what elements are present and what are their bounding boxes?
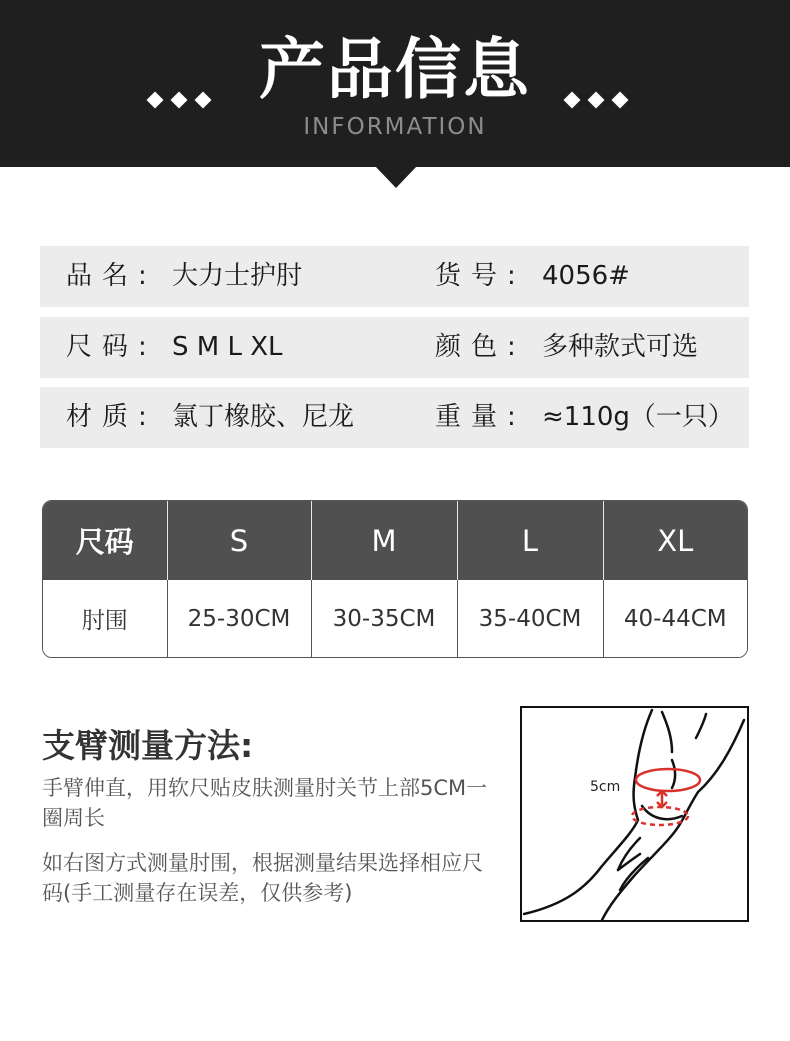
table-header-cell: XL (603, 501, 747, 580)
table-header-cell: L (457, 501, 603, 580)
diamond-icon (564, 92, 581, 109)
page-title: 产品信息 (259, 31, 531, 108)
table-cell: 30-35CM (311, 580, 457, 657)
info-row-size (40, 317, 749, 378)
diagram-label: 5cm (590, 779, 621, 795)
info-value: 大力士护肘 (172, 261, 303, 291)
info-label: 颜色: (435, 332, 526, 362)
diamond-icon (612, 92, 629, 109)
table-header-cell: M (311, 501, 457, 580)
size-table (42, 500, 748, 658)
measure-instruction: 手臂伸直，用软尺贴皮肤测量肘关节上部5CM一圈周长 (42, 776, 488, 830)
info-row-material (40, 387, 749, 448)
measuring-tape-icon (522, 708, 747, 920)
info-value: 氯丁橡胶、尼龙 (172, 402, 355, 432)
info-label: 重量: (435, 402, 526, 432)
header-banner (0, 0, 790, 167)
measure-title: 支臂测量方法: (42, 726, 254, 765)
info-value: 4056# (542, 261, 630, 291)
table-cell: 25-30CM (167, 580, 311, 657)
info-label: 品名: (66, 261, 157, 291)
info-value: ≈110g（一只） (542, 402, 734, 432)
arm-measurement-diagram (520, 706, 749, 922)
diamond-icon (588, 92, 605, 109)
table-cell: 40-44CM (603, 580, 747, 657)
table-header-cell: 尺码 (43, 501, 167, 580)
info-label: 货号: (435, 261, 526, 291)
info-label: 材质: (66, 402, 157, 432)
measure-note: 如右图方式测量肘围，根据测量结果选择相应尺码(手工测量存在误差，仅供参考) (42, 851, 483, 905)
table-cell: 肘围 (43, 580, 167, 657)
info-row-name (40, 246, 749, 307)
page-subtitle: INFORMATION (303, 114, 487, 140)
info-value: 多种款式可选 (542, 332, 699, 362)
right-diamond-ornament (564, 90, 628, 110)
table-row (43, 580, 747, 657)
info-value: S M L XL (172, 332, 283, 362)
table-header-cell: S (167, 501, 311, 580)
table-cell: 35-40CM (457, 580, 603, 657)
size-table-header-row (43, 501, 747, 580)
header-pointer-icon (375, 166, 417, 188)
info-label: 尺码: (66, 332, 157, 362)
